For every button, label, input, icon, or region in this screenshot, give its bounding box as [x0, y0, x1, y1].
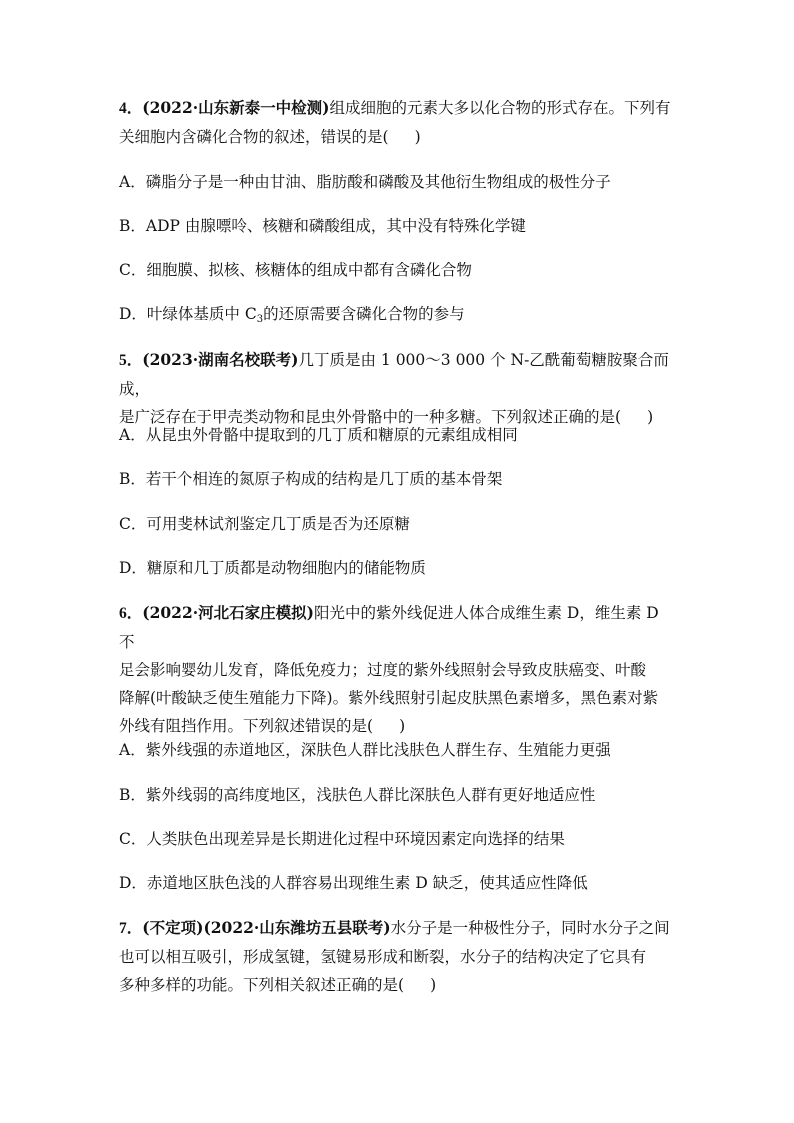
question-6-stem [119, 599, 679, 740]
question-6-option-a: A．紫外线强的赤道地区，深肤色人群比浅肤色人群生存、生殖能力更强 [119, 741, 611, 759]
stem-text: 关细胞内含磷化合物的叙述，错误的是( [119, 128, 389, 146]
question-5-option-c: C．可用斐林试剂鉴定几丁质是否为还原糖 [119, 515, 410, 533]
question-6-option-b: B．紫外线弱的高纬度地区，浅肤色人群比深肤色人群有更好地适应性 [119, 786, 596, 804]
question-4-option-b: B．ADP 由腺嘌呤、核糖和磷酸组成，其中没有特殊化学键 [119, 217, 526, 235]
stem-text: 组成细胞的元素大多以化合物的形式存在。下列有 [329, 99, 671, 117]
question-4-option-c: C．细胞膜、拟核、核糖体的组成中都有含磷化合物 [119, 261, 472, 279]
question-number: 4． [119, 100, 143, 117]
question-7-stem [119, 914, 679, 999]
question-5-option-a: A．从昆虫外骨骼中提取到的几丁质和糖原的元素组成相同 [119, 426, 518, 444]
question-6-option-c: C．人类肤色出现差异是长期进化过程中环境因素定向选择的结果 [119, 830, 565, 848]
question-4-option-d [119, 300, 679, 328]
stem-text: ) [399, 717, 406, 735]
question-source: (2022·山东新泰一中检测) [142, 98, 330, 117]
stem-text: 也可以相互吸引，形成氢键，氢键易形成和断裂，水分子的结构决定了它具有 [119, 948, 647, 966]
question-type-label: (不定项) [142, 918, 204, 937]
question-number: 7． [119, 920, 143, 937]
subscript: 3 [256, 314, 264, 325]
question-source: (2022·山东潍坊五县联考) [203, 918, 391, 937]
question-5-option-d: D．糖原和几丁质都是动物细胞内的储能物质 [119, 559, 426, 577]
stem-text: 降解(叶酸缺乏使生殖能力下降)。紫外线照射引起皮肤黑色素增多，黑色素对紫 [119, 689, 659, 707]
question-5-option-b: B．若干个相连的氮原子构成的结构是几丁质的基本骨架 [119, 470, 503, 488]
stem-text: 阳光中的紫外线促进人体合成维生素 D，维生素 D 不 [119, 604, 659, 651]
stem-text: 是广泛存在于甲壳类动物和昆虫外骨骼中的一种多糖。下列叙述正确的是( [119, 408, 622, 426]
stem-text: 足会影响婴幼儿发育，降低免疫力；过度的紫外线照射会导致皮肤癌变、叶酸 [119, 661, 647, 679]
stem-text: ) [647, 408, 654, 426]
stem-text: 几丁质是由 1 000～3 000 个 N-乙酰葡萄糖胺聚合而成， [119, 351, 669, 398]
question-5-stem [119, 346, 679, 431]
question-source: (2023·湖南名校联考) [142, 350, 299, 369]
question-4-stem [119, 94, 679, 151]
option-text: D．叶绿体基质中 C [119, 305, 257, 323]
stem-text: 多种多样的功能。下列相关叙述正确的是( [119, 976, 405, 994]
question-4-option-a: A．磷脂分子是一种由甘油、脂肪酸和磷酸及其他衍生物组成的极性分子 [119, 173, 611, 191]
stem-text: 外线有阻挡作用。下列叙述错误的是( [119, 717, 374, 735]
stem-text: ) [430, 976, 437, 994]
question-number: 6． [119, 605, 143, 622]
stem-text: 水分子是一种极性分子，同时水分子之间 [390, 919, 670, 937]
question-source: (2022·河北石家庄模拟) [142, 603, 314, 622]
stem-text: ) [414, 128, 421, 146]
question-6-option-d: D．赤道地区肤色浅的人群容易出现维生素 D 缺乏，使其适应性降低 [119, 874, 588, 892]
option-text: 的还原需要含磷化合物的参与 [263, 305, 465, 323]
question-number: 5． [119, 352, 143, 369]
